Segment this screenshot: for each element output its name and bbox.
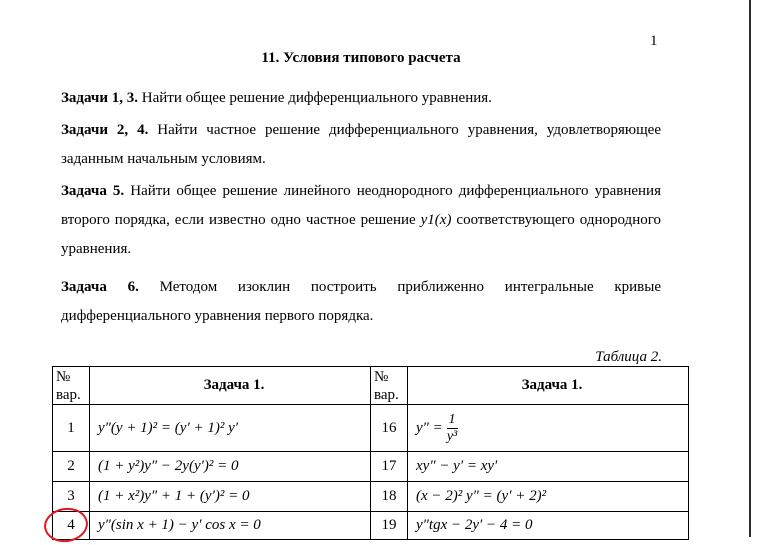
fraction-denominator: y³ (446, 428, 458, 444)
task-1-3-paragraph (61, 84, 661, 113)
variant-number: 16 (371, 405, 408, 452)
task-text-after: соответствующего однородного уравнения. (61, 212, 661, 257)
variant-number: 3 (53, 482, 90, 512)
variant-number: 17 (371, 452, 408, 482)
table-row (53, 452, 689, 482)
variant-number: 19 (371, 512, 408, 540)
equation: y″(y + 1)² = (y′ + 1)² y′ (98, 419, 239, 436)
equations-table (52, 366, 689, 540)
particular-solution-math: y1(x) (420, 212, 452, 228)
equation: (x − 2)² y″ = (y′ + 2)² (416, 488, 547, 504)
task-text: Найти общее решение дифференциального уравнения. (138, 90, 492, 106)
task-6-paragraph (61, 273, 661, 331)
equation: (1 + y²)y″ − 2y(y′)² = 0 (98, 458, 239, 474)
variant-number: 2 (53, 452, 90, 482)
equation-fraction (447, 412, 458, 445)
task-5-paragraph (61, 177, 661, 264)
equation: xy″ − y′ = xy′ (416, 458, 498, 474)
table-row (53, 405, 689, 452)
equation: (1 + x²)y″ + 1 + (y′)² = 0 (98, 488, 250, 504)
task-label: Задачи 2, 4. (61, 122, 149, 138)
page-number: 1 (650, 33, 658, 49)
task-label: Задача 5. (61, 183, 125, 199)
variant-number: 1 (53, 405, 90, 452)
variant-number: 4 (53, 512, 90, 540)
table-row (53, 482, 689, 512)
equation-prefix: y″ = (416, 419, 443, 436)
table-row (53, 512, 689, 540)
header-variant-left: № вар. (53, 367, 90, 405)
task-label: Задачи 1, 3. (61, 90, 139, 106)
task-text: Найти частное решение дифференциального уравнения, удовлетворяющее заданным начальным условиям. (61, 122, 661, 167)
variant-number: 18 (371, 482, 408, 512)
header-variant-right: № вар. (371, 367, 408, 405)
page-edge (749, 0, 751, 537)
equation: y″tgx − 2y′ − 4 = 0 (416, 517, 533, 533)
task-label: Задача 6. (61, 279, 139, 295)
header-task-left: Задача 1. (90, 367, 371, 405)
table-label: Таблица 2. (595, 349, 662, 365)
table-header-row (53, 367, 689, 405)
header-task-right: Задача 1. (408, 367, 689, 405)
fraction-numerator: 1 (448, 411, 456, 427)
task-2-4-paragraph (61, 116, 661, 174)
task-text: Найти общее решение линейного неоднородного дифференциального уравнения второго порядка, если известно одно частное решение (61, 183, 661, 228)
section-title: 11. Условия типового расчета (261, 50, 461, 66)
task-text: Методом изоклин построить приближенно интегральные кривые дифференциального уравнения первого порядка. (61, 279, 661, 324)
equation: y″(sin x + 1) − y′ cos x = 0 (98, 517, 261, 533)
